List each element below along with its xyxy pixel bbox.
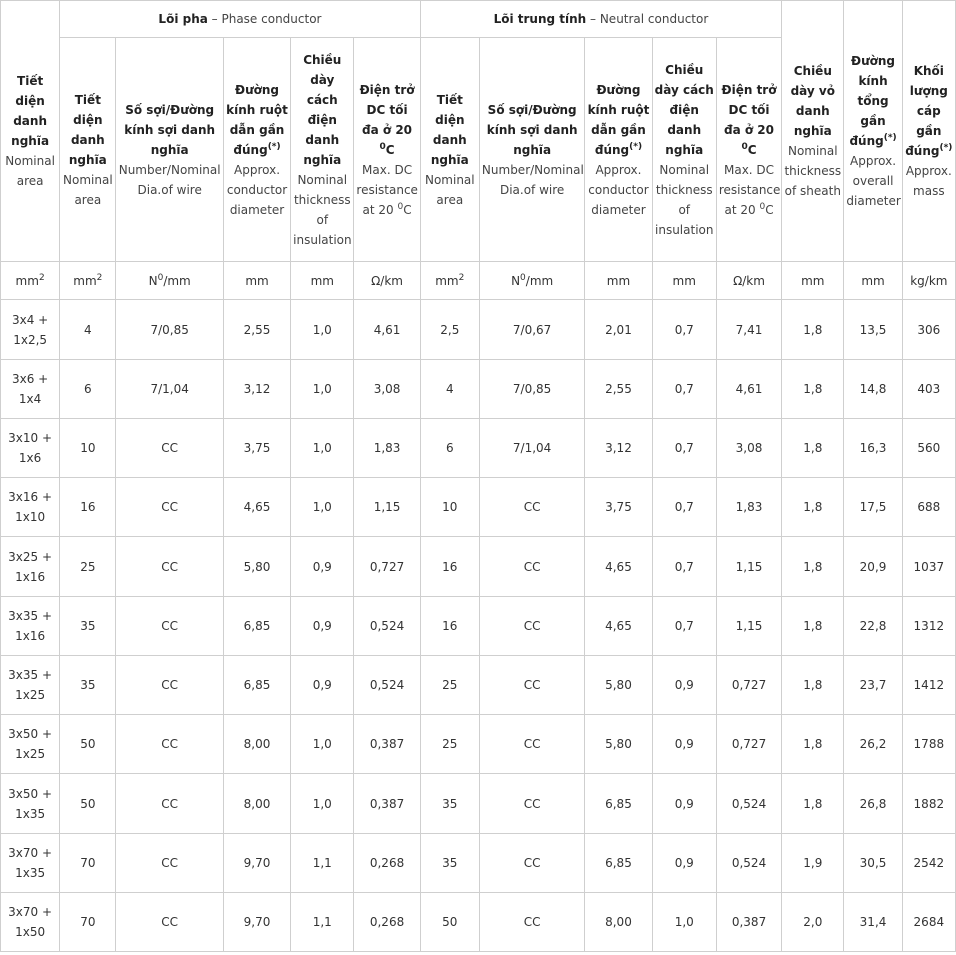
table-cell: 0,7 bbox=[652, 537, 716, 597]
table-cell: 17,5 bbox=[844, 478, 902, 537]
table-cell: 2,55 bbox=[585, 360, 652, 419]
phase-insulation-vn: Chiều dày cách điện danh nghĩa bbox=[303, 52, 342, 167]
table-cell: 0,387 bbox=[716, 893, 781, 952]
phase-group-en: Phase conductor bbox=[221, 12, 322, 26]
table-cell: 25 bbox=[60, 537, 116, 597]
table-row bbox=[1, 478, 956, 537]
table-cell: 4 bbox=[60, 300, 116, 360]
designation-cell: 3x10 + 1x6 bbox=[1, 419, 60, 478]
table-cell: 0,727 bbox=[716, 656, 781, 715]
neutral-insulation-vn: Chiều dày cách điện danh nghĩa bbox=[654, 62, 714, 157]
phase-area-en: Nominal area bbox=[63, 172, 113, 207]
table-cell: 5,80 bbox=[585, 656, 652, 715]
table-cell: 1,8 bbox=[782, 360, 844, 419]
table-cell: 0,9 bbox=[652, 774, 716, 834]
unit-cell: mm bbox=[844, 262, 902, 300]
table-cell: 9,70 bbox=[223, 834, 290, 893]
mass-vn-text: Khối lượng cáp gần đúng bbox=[905, 64, 948, 158]
designation-cell: 3x25 + 1x16 bbox=[1, 537, 60, 597]
unit-cell: Ω/km bbox=[716, 262, 781, 300]
table-cell: 6,85 bbox=[585, 834, 652, 893]
table-cell: 35 bbox=[420, 834, 479, 893]
table-cell: 14,8 bbox=[844, 360, 902, 419]
nominal-area-en: Nominal area bbox=[5, 154, 55, 188]
neutral-diameter-vn-text: Đường kính ruột dẫn gần đúng bbox=[587, 82, 650, 157]
table-cell: 0,387 bbox=[354, 774, 420, 834]
table-cell: 10 bbox=[420, 478, 479, 537]
table-cell: 6,85 bbox=[223, 597, 290, 656]
table-cell: 3,08 bbox=[716, 419, 781, 478]
table-cell: 0,7 bbox=[652, 419, 716, 478]
designation-cell: 3x35 + 1x25 bbox=[1, 656, 60, 715]
table-cell: 35 bbox=[60, 656, 116, 715]
phase-resistance-en-c: C bbox=[403, 202, 412, 217]
table-cell: 0,524 bbox=[354, 656, 420, 715]
sheath-en: Nominal thickness of sheath bbox=[784, 144, 842, 198]
table-cell: 16,3 bbox=[844, 419, 902, 478]
table-row bbox=[1, 774, 956, 834]
table-cell: 1,83 bbox=[354, 419, 420, 478]
phase-area-vn: Tiết diện danh nghĩa bbox=[68, 92, 107, 167]
table-row bbox=[1, 419, 956, 478]
data-body bbox=[1, 300, 956, 952]
table-row bbox=[1, 360, 956, 419]
table-cell: 688 bbox=[902, 478, 955, 537]
table-cell: 5,80 bbox=[585, 715, 652, 774]
table-cell: CC bbox=[116, 478, 223, 537]
table-cell: 16 bbox=[60, 478, 116, 537]
table-row bbox=[1, 300, 956, 360]
table-cell: 1,8 bbox=[782, 656, 844, 715]
unit-cell: $N^0/mm$ bbox=[479, 262, 584, 300]
nominal-area-vn: Tiết diện danh nghĩa bbox=[11, 74, 50, 148]
table-cell: 4,65 bbox=[223, 478, 290, 537]
table-cell: 306 bbox=[902, 300, 955, 360]
unit-cell: mm bbox=[585, 262, 652, 300]
table-cell: 7,41 bbox=[716, 300, 781, 360]
table-cell: 1,8 bbox=[782, 774, 844, 834]
table-cell: 2,0 bbox=[782, 893, 844, 952]
phase-wire-header bbox=[116, 38, 223, 262]
table-cell: 0,9 bbox=[291, 537, 354, 597]
unit-cell: $mm^2$ bbox=[1, 262, 60, 300]
table-cell: 5,80 bbox=[223, 537, 290, 597]
table-cell: 0,727 bbox=[354, 537, 420, 597]
overall-mark: (*) bbox=[883, 133, 897, 143]
neutral-area-header bbox=[420, 38, 479, 262]
table-cell: 4,65 bbox=[585, 537, 652, 597]
table-cell: CC bbox=[116, 834, 223, 893]
table-cell: 1,8 bbox=[782, 419, 844, 478]
designation-cell: 3x50 + 1x25 bbox=[1, 715, 60, 774]
neutral-resistance-en bbox=[719, 160, 779, 220]
overall-diameter-header bbox=[844, 1, 902, 262]
neutral-resistance-en-c: C bbox=[765, 202, 774, 217]
table-cell: 0,9 bbox=[652, 656, 716, 715]
table-cell: 0,7 bbox=[652, 360, 716, 419]
neutral-diameter-header bbox=[585, 38, 652, 262]
table-cell: CC bbox=[479, 478, 584, 537]
table-cell: 13,5 bbox=[844, 300, 902, 360]
table-cell: CC bbox=[479, 893, 584, 952]
table-cell: CC bbox=[116, 537, 223, 597]
unit-row bbox=[1, 262, 956, 300]
table-cell: 1,0 bbox=[291, 300, 354, 360]
table-cell: CC bbox=[479, 537, 584, 597]
neutral-resistance-vn-c: C bbox=[747, 142, 757, 157]
neutral-group-en: Neutral conductor bbox=[599, 12, 709, 26]
phase-resistance-vn-text: Điện trở DC tối đa ở 20 bbox=[359, 82, 415, 137]
unit-cell: mm bbox=[652, 262, 716, 300]
designation-cell: 3x70 + 1x50 bbox=[1, 893, 60, 952]
table-cell: 1,0 bbox=[291, 360, 354, 419]
neutral-group-sep: – bbox=[586, 12, 600, 26]
table-cell: 50 bbox=[60, 774, 116, 834]
sheath-vn: Chiều dày vỏ danh nghĩa bbox=[790, 64, 835, 138]
table-cell: 3,08 bbox=[354, 360, 420, 419]
unit-cell: $mm^2$ bbox=[60, 262, 116, 300]
designation-cell: 3x16 + 1x10 bbox=[1, 478, 60, 537]
table-row bbox=[1, 715, 956, 774]
phase-insulation-en: Nominal thickness of insulation bbox=[293, 172, 352, 247]
table-row bbox=[1, 537, 956, 597]
phase-diameter-en: Approx. conductor diameter bbox=[226, 162, 288, 217]
unit-cell: $mm^2$ bbox=[420, 262, 479, 300]
table-cell: 1,8 bbox=[782, 537, 844, 597]
table-cell: CC bbox=[116, 774, 223, 834]
table-cell: CC bbox=[116, 656, 223, 715]
table-cell: 8,00 bbox=[223, 715, 290, 774]
table-cell: 2,55 bbox=[223, 300, 290, 360]
table-cell: 1037 bbox=[902, 537, 955, 597]
table-row bbox=[1, 893, 956, 952]
table-cell: 8,00 bbox=[223, 774, 290, 834]
phase-group-sep: – bbox=[207, 12, 222, 26]
table-cell: 35 bbox=[60, 597, 116, 656]
table-cell: 1788 bbox=[902, 715, 955, 774]
table-cell: CC bbox=[479, 715, 584, 774]
table-cell: 7/1,04 bbox=[116, 360, 223, 419]
table-cell: 2684 bbox=[902, 893, 955, 952]
table-row bbox=[1, 834, 956, 893]
phase-wire-en: Number/Nominal Dia.of wire bbox=[118, 162, 221, 197]
designation-cell: 3x50 + 1x35 bbox=[1, 774, 60, 834]
table-cell: 70 bbox=[60, 834, 116, 893]
phase-diameter-mark: (*) bbox=[267, 141, 281, 152]
table-cell: 6,85 bbox=[223, 656, 290, 715]
phase-insulation-header bbox=[291, 38, 354, 262]
neutral-diameter-vn bbox=[587, 80, 649, 160]
table-cell: CC bbox=[116, 597, 223, 656]
table-cell: 70 bbox=[60, 893, 116, 952]
table-row bbox=[1, 656, 956, 715]
unit-cell: mm bbox=[223, 262, 290, 300]
table-row bbox=[1, 597, 956, 656]
table-cell: 1,0 bbox=[291, 478, 354, 537]
table-cell: 1,15 bbox=[354, 478, 420, 537]
table-cell: 2,01 bbox=[585, 300, 652, 360]
designation-cell: 3x70 + 1x35 bbox=[1, 834, 60, 893]
table-cell: 23,7 bbox=[844, 656, 902, 715]
neutral-diameter-mark: (*) bbox=[629, 141, 643, 152]
table-cell: 1,8 bbox=[782, 478, 844, 537]
table-cell: 35 bbox=[420, 774, 479, 834]
neutral-group-vn: Lõi trung tính bbox=[493, 12, 587, 26]
table-cell: 4 bbox=[420, 360, 479, 419]
mass-en: Approx. mass bbox=[905, 164, 952, 198]
nominal-area-header bbox=[1, 1, 60, 262]
phase-group-vn: Lõi pha bbox=[158, 12, 208, 26]
phase-wire-vn: Số sợi/Đường kính sợi danh nghĩa bbox=[124, 102, 216, 157]
neutral-area-en: Nominal area bbox=[424, 172, 475, 207]
table-cell: 3,12 bbox=[223, 360, 290, 419]
table-cell: 560 bbox=[902, 419, 955, 478]
phase-area-header bbox=[60, 38, 116, 262]
table-cell: 0,387 bbox=[354, 715, 420, 774]
neutral-conductor-group bbox=[420, 1, 781, 38]
table-cell: 403 bbox=[902, 360, 955, 419]
table-cell: 0,524 bbox=[716, 774, 781, 834]
table-cell: 6 bbox=[420, 419, 479, 478]
neutral-wire-header bbox=[479, 38, 584, 262]
mass-header bbox=[902, 1, 955, 262]
neutral-resistance-vn bbox=[719, 80, 779, 160]
table-cell: 4,65 bbox=[585, 597, 652, 656]
table-cell: 0,9 bbox=[652, 834, 716, 893]
neutral-insulation-header bbox=[652, 38, 716, 262]
unit-cell: Ω/km bbox=[354, 262, 420, 300]
unit-cell: $N^0/mm$ bbox=[116, 262, 223, 300]
table-cell: 0,727 bbox=[716, 715, 781, 774]
table-cell: 1412 bbox=[902, 656, 955, 715]
table-cell: 4,61 bbox=[716, 360, 781, 419]
table-cell: 0,524 bbox=[716, 834, 781, 893]
phase-conductor-group bbox=[60, 1, 420, 38]
table-cell: 1,1 bbox=[291, 893, 354, 952]
neutral-insulation-en: Nominal thickness of insulation bbox=[655, 162, 714, 237]
table-cell: 1,1 bbox=[291, 834, 354, 893]
table-cell: CC bbox=[116, 715, 223, 774]
table-cell: 31,4 bbox=[844, 893, 902, 952]
table-cell: 25 bbox=[420, 715, 479, 774]
table-cell: 25 bbox=[420, 656, 479, 715]
neutral-resistance-header bbox=[716, 38, 781, 262]
table-cell: 1882 bbox=[902, 774, 955, 834]
neutral-diameter-en: Approx. conductor diameter bbox=[588, 162, 649, 217]
designation-cell: 3x4 + 1x2,5 bbox=[1, 300, 60, 360]
table-cell: 7/1,04 bbox=[479, 419, 584, 478]
table-cell: 1,8 bbox=[782, 715, 844, 774]
table-cell: 1,8 bbox=[782, 597, 844, 656]
table-cell: 1,83 bbox=[716, 478, 781, 537]
table-cell: 0,268 bbox=[354, 893, 420, 952]
phase-diameter-vn-text: Đường kính ruột dẫn gần đúng bbox=[226, 82, 288, 157]
table-cell: 10 bbox=[60, 419, 116, 478]
table-cell: 6,85 bbox=[585, 774, 652, 834]
table-cell: 6 bbox=[60, 360, 116, 419]
table-cell: 50 bbox=[60, 715, 116, 774]
table-cell: 8,00 bbox=[585, 893, 652, 952]
table-cell: 0,524 bbox=[354, 597, 420, 656]
table-cell: 3,75 bbox=[585, 478, 652, 537]
table-cell: 0,9 bbox=[291, 656, 354, 715]
table-cell: CC bbox=[116, 419, 223, 478]
table-cell: 7/0,85 bbox=[479, 360, 584, 419]
table-cell: CC bbox=[479, 834, 584, 893]
group-header-row bbox=[1, 1, 956, 38]
phase-resistance-vn-deg: 0 bbox=[379, 141, 386, 152]
neutral-wire-vn: Số sợi/Đường kính sợi danh nghĩa bbox=[486, 102, 578, 157]
neutral-wire-en: Number/Nominal Dia.of wire bbox=[481, 162, 584, 197]
table-cell: 0,7 bbox=[652, 300, 716, 360]
table-cell: 1,0 bbox=[291, 715, 354, 774]
overall-en: Approx. overall diameter bbox=[846, 154, 901, 208]
sheath-thickness-header bbox=[782, 1, 844, 262]
phase-resistance-en-text: Max. DC resistance at 20 bbox=[356, 162, 418, 217]
neutral-resistance-en-deg: 0 bbox=[759, 201, 766, 212]
table-cell: 1312 bbox=[902, 597, 955, 656]
phase-resistance-vn-c: C bbox=[385, 142, 395, 157]
neutral-resistance-vn-text: Điện trở DC tối đa ở 20 bbox=[721, 82, 777, 137]
mass-mark: (*) bbox=[939, 143, 953, 153]
table-cell: 0,7 bbox=[652, 597, 716, 656]
overall-vn bbox=[846, 51, 899, 151]
table-cell: 1,9 bbox=[782, 834, 844, 893]
table-cell: 1,0 bbox=[652, 893, 716, 952]
table-cell: CC bbox=[479, 656, 584, 715]
table-cell: 2542 bbox=[902, 834, 955, 893]
table-cell: 0,9 bbox=[652, 715, 716, 774]
table-cell: 0,268 bbox=[354, 834, 420, 893]
table-cell: 0,7 bbox=[652, 478, 716, 537]
table-cell: 1,8 bbox=[782, 300, 844, 360]
neutral-area-vn: Tiết diện danh nghĩa bbox=[430, 92, 469, 167]
phase-resistance-header bbox=[354, 38, 420, 262]
table-cell: 1,0 bbox=[291, 774, 354, 834]
table-cell: 9,70 bbox=[223, 893, 290, 952]
table-cell: 22,8 bbox=[844, 597, 902, 656]
phase-diameter-vn bbox=[226, 80, 288, 160]
table-cell: 0,9 bbox=[291, 597, 354, 656]
table-cell: 16 bbox=[420, 537, 479, 597]
table-cell: 2,5 bbox=[420, 300, 479, 360]
phase-resistance-en bbox=[356, 160, 417, 220]
phase-resistance-vn bbox=[356, 80, 417, 160]
overall-vn-text: Đường kính tổng gần đúng bbox=[849, 54, 896, 148]
table-cell: 30,5 bbox=[844, 834, 902, 893]
unit-cell: kg/km bbox=[902, 262, 955, 300]
phase-resistance-en-deg: 0 bbox=[397, 201, 404, 212]
table-cell: 3,75 bbox=[223, 419, 290, 478]
table-cell: 26,2 bbox=[844, 715, 902, 774]
table-cell: 20,9 bbox=[844, 537, 902, 597]
table-cell: 3,12 bbox=[585, 419, 652, 478]
designation-cell: 3x6 + 1x4 bbox=[1, 360, 60, 419]
mass-vn bbox=[905, 61, 953, 161]
unit-cell: mm bbox=[782, 262, 844, 300]
table-cell: 1,15 bbox=[716, 597, 781, 656]
table-cell: 1,0 bbox=[291, 419, 354, 478]
table-cell: 7/0,67 bbox=[479, 300, 584, 360]
phase-diameter-header bbox=[223, 38, 290, 262]
table-cell: 26,8 bbox=[844, 774, 902, 834]
table-cell: 16 bbox=[420, 597, 479, 656]
table-cell: CC bbox=[116, 893, 223, 952]
table-cell: CC bbox=[479, 597, 584, 656]
table-cell: 4,61 bbox=[354, 300, 420, 360]
table-cell: 7/0,85 bbox=[116, 300, 223, 360]
table-cell: 50 bbox=[420, 893, 479, 952]
neutral-resistance-vn-deg: 0 bbox=[741, 141, 748, 152]
designation-cell: 3x35 + 1x16 bbox=[1, 597, 60, 656]
table-cell: 1,15 bbox=[716, 537, 781, 597]
table-cell: CC bbox=[479, 774, 584, 834]
unit-cell: mm bbox=[291, 262, 354, 300]
neutral-resistance-en-text: Max. DC resistance at 20 bbox=[718, 162, 781, 217]
